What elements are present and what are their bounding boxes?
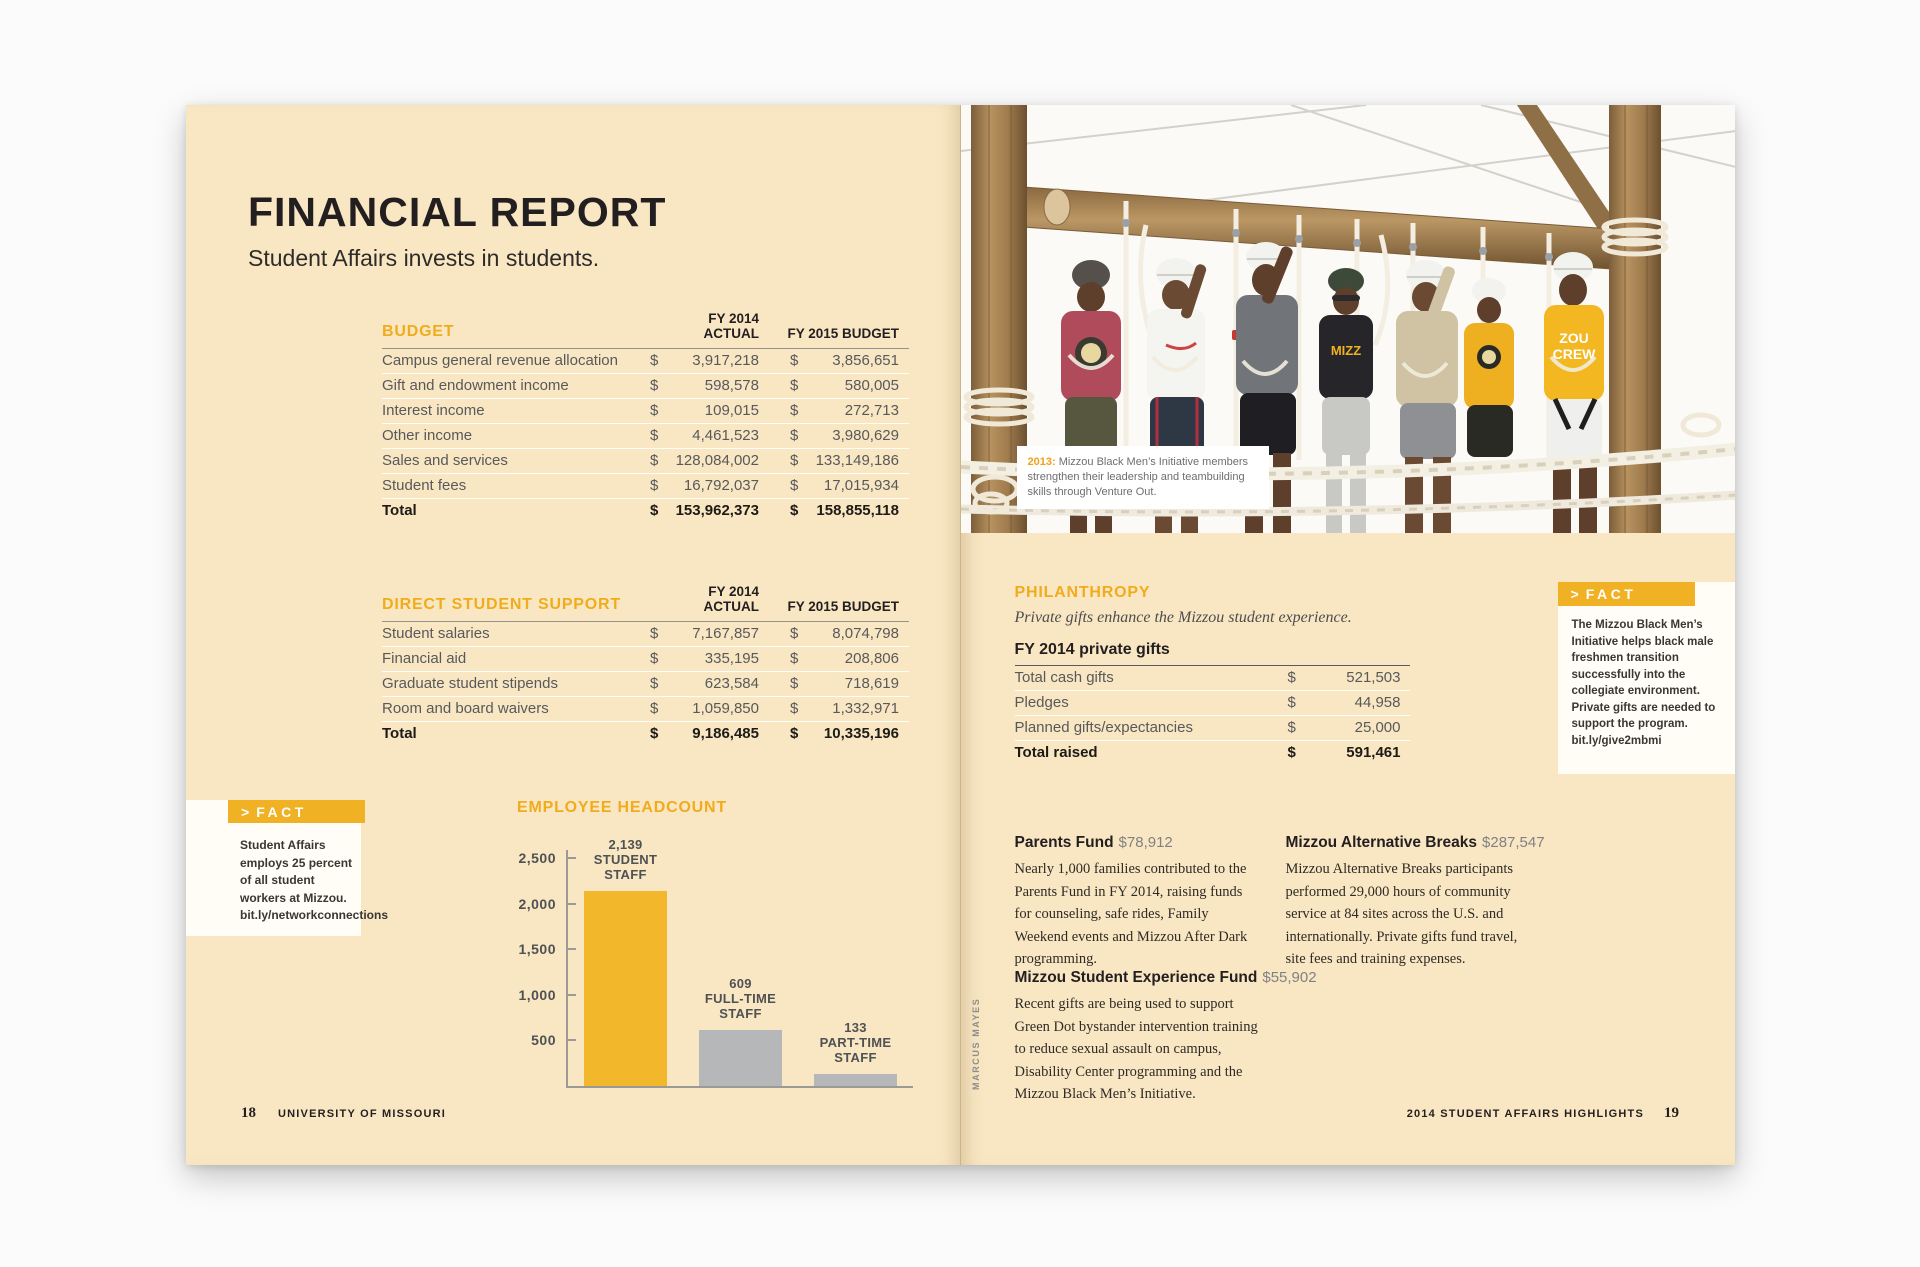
currency-symbol: $	[790, 725, 799, 742]
fy2014-value: 598,578	[704, 377, 759, 394]
budget-table-rows	[382, 349, 909, 523]
currency-symbol: $	[790, 427, 799, 444]
support-table-title: DIRECT STUDENT SUPPORT	[382, 596, 621, 613]
y-axis-label: 1,500	[518, 941, 556, 958]
fy2015-value: 1,332,971	[832, 700, 899, 717]
total-label: Total raised	[1014, 744, 1098, 761]
support-col-fy2014: FY 2014 ACTUAL	[703, 584, 759, 614]
fact-arrow-icon: >	[1570, 586, 1579, 602]
currency-symbol: $	[790, 700, 799, 717]
fact-label-text: FACT	[1585, 586, 1637, 602]
row-label: Campus general revenue allocation	[382, 352, 618, 369]
table-row	[382, 398, 909, 423]
total-label: Total	[382, 725, 417, 742]
gifts-table-title: FY 2014 private gifts	[1015, 641, 1410, 666]
fy2015-value: 718,619	[844, 675, 899, 692]
fy2014-value: 1,059,850	[692, 700, 759, 717]
row-label: Planned gifts/expectancies	[1014, 719, 1193, 736]
table-row	[382, 349, 909, 373]
photo-caption	[1017, 446, 1269, 509]
magazine-spread	[186, 105, 1735, 1165]
table-row	[1015, 666, 1410, 690]
fy2014-value: 128,084,002	[675, 452, 759, 469]
bar-category: STAFF	[719, 1006, 762, 1022]
bar-category: STUDENT	[593, 851, 658, 867]
currency-symbol: $	[650, 352, 659, 369]
table-row	[1015, 740, 1410, 765]
y-axis-tick	[568, 903, 576, 905]
fy2014-value: 16,792,037	[683, 477, 759, 494]
currency-symbol: $	[650, 377, 659, 394]
currency-symbol: $	[1287, 694, 1296, 711]
table-row	[382, 646, 909, 671]
fund-experience	[1014, 969, 1317, 1106]
fy2015-value: 272,713	[844, 402, 899, 419]
chart-title: EMPLOYEE HEADCOUNT	[517, 799, 727, 816]
gift-value: 25,000	[1354, 719, 1401, 736]
budget-col-fy2014: FY 2014 ACTUAL	[703, 311, 759, 341]
fy2015-value: 133,149,186	[815, 452, 899, 469]
y-axis-tick	[568, 948, 576, 950]
budget-table-title: BUDGET	[382, 323, 455, 340]
fund-name: Mizzou Alternative Breaks	[1285, 834, 1478, 851]
currency-symbol: $	[650, 700, 659, 717]
currency-symbol: $	[650, 675, 659, 692]
chart-plot	[518, 836, 913, 1088]
y-axis-label: 2,500	[518, 850, 556, 866]
currency-symbol: $	[650, 402, 659, 419]
budget-col-fy2015: FY 2015 BUDGET	[787, 326, 899, 341]
budget-table-header	[382, 311, 909, 349]
photo-caption-year: 2013:	[1027, 456, 1056, 468]
currency-symbol: $	[790, 502, 799, 519]
fund-parents-text: Nearly 1,000 families contributed to the Parents Fund in FY 2014, raising funds for counseling, safe rides, Family Weekend events and Mizzou After Dark programming.	[1014, 861, 1248, 967]
fact-box-left-label	[228, 800, 365, 823]
row-label: Total cash gifts	[1014, 669, 1114, 686]
page-left	[186, 105, 960, 1165]
table-row	[382, 721, 909, 746]
currency-symbol: $	[790, 675, 799, 692]
philanthropy-header: PHILANTHROPY	[1014, 584, 1151, 601]
fact-box-right-text: The Mizzou Black Men’s Initiative helps black male freshmen transition successfully into the collegiate environment. Private gifts are needed to support the program. bit.ly/give2mbmi	[1571, 619, 1716, 747]
fy2014-value: 623,584	[704, 675, 759, 692]
fact-arrow-icon: >	[241, 803, 250, 820]
fy2015-value: 17,015,934	[823, 477, 899, 494]
table-row	[382, 696, 909, 721]
bar-value: 133	[844, 1019, 867, 1035]
row-label: Other income	[382, 427, 473, 444]
svg-text:ZOU: ZOU	[1558, 330, 1589, 346]
table-row	[1015, 690, 1410, 715]
chart-bar-label	[666, 976, 816, 1021]
gifts-table-rows	[1015, 666, 1410, 765]
table-row	[382, 423, 909, 448]
page-number-right: 19	[1664, 1105, 1679, 1121]
row-label: Sales and services	[382, 452, 508, 469]
fy2014-total: 9,186,485	[692, 725, 759, 742]
currency-symbol: $	[650, 625, 659, 642]
bar-value: 609	[729, 976, 752, 992]
currency-symbol: $	[650, 650, 659, 667]
fy2014-value: 4,461,523	[692, 427, 759, 444]
gift-value: 521,503	[1346, 669, 1401, 686]
fund-amount: $55,902	[1262, 969, 1317, 986]
chart-bar	[814, 1074, 897, 1086]
y-axis-label: 500	[531, 1032, 556, 1049]
table-row	[382, 671, 909, 696]
fy2015-value: 580,005	[844, 377, 899, 394]
table-row	[382, 373, 909, 398]
budget-table	[382, 311, 909, 523]
currency-symbol: $	[790, 352, 799, 369]
fy2015-value: 3,980,629	[832, 427, 899, 444]
row-label: Gift and endowment income	[382, 377, 569, 394]
currency-symbol: $	[790, 650, 799, 667]
footer-left-text: UNIVERSITY OF MISSOURI	[278, 1108, 446, 1120]
svg-text:CREW: CREW	[1552, 346, 1595, 362]
svg-text:MIZZ: MIZZ	[1330, 343, 1361, 358]
chart-bar-label	[551, 837, 701, 882]
currency-symbol: $	[650, 427, 659, 444]
currency-symbol: $	[1287, 719, 1296, 736]
table-row	[382, 448, 909, 473]
table-row	[382, 622, 909, 646]
bar-category: PART-TIME	[819, 1034, 892, 1050]
currency-symbol: $	[790, 625, 799, 642]
table-row	[382, 473, 909, 498]
row-label: Interest income	[382, 402, 485, 419]
total-label: Total	[382, 502, 417, 519]
bar-value: 2,139	[608, 836, 643, 852]
fund-alt-breaks-text: Mizzou Alternative Breaks participants performed 29,000 hours of community service at 84 sites across the U.S. and internationally. Private gifts fund travel, site fees and training expenses.	[1285, 861, 1518, 967]
fy2014-value: 109,015	[704, 402, 759, 419]
fund-name: Mizzou Student Experience Fund	[1014, 969, 1258, 986]
fund-parents	[1015, 834, 1263, 971]
support-table-header	[382, 584, 909, 622]
fund-amount: $287,547	[1482, 834, 1545, 851]
currency-symbol: $	[1287, 744, 1296, 761]
fy2014-value: 335,195	[704, 650, 759, 667]
bar-category: STAFF	[604, 866, 647, 882]
y-axis-label: 1,000	[518, 986, 556, 1003]
currency-symbol: $	[650, 502, 659, 519]
fund-experience-text: Recent gifts are being used to support Green Dot bystander intervention training to reduce sexual assault on campus, Disability Center programming and the Mizzou Black Men’s Initiative.	[1014, 996, 1258, 1102]
fund-name: Parents Fund	[1014, 834, 1114, 851]
fy2015-total: 158,855,118	[816, 502, 899, 519]
footer-right-text: 2014 STUDENT AFFAIRS HIGHLIGHTS	[1406, 1108, 1644, 1120]
fy2014-total: 153,962,373	[675, 502, 759, 519]
fy2014-value: 3,917,218	[692, 352, 759, 369]
fact-box-right-label	[1558, 582, 1695, 606]
row-label: Graduate student stipends	[382, 675, 558, 692]
fund-parents-heading	[1015, 834, 1263, 852]
fy2015-value: 208,806	[844, 650, 899, 667]
footer-right	[1407, 1105, 1679, 1122]
fund-experience-heading	[1014, 969, 1317, 987]
chart-bar-label	[781, 1020, 931, 1065]
support-table	[382, 584, 909, 746]
currency-symbol: $	[790, 402, 799, 419]
page-number-left: 18	[241, 1105, 256, 1121]
page-title: FINANCIAL REPORT	[248, 189, 667, 235]
page-right	[960, 105, 1736, 1165]
page-subtitle: Student Affairs invests in students.	[248, 245, 600, 271]
currency-symbol: $	[1287, 669, 1296, 686]
gift-value: 44,958	[1354, 694, 1401, 711]
photo-caption-text: Mizzou Black Men’s Initiative members strengthen their leadership and teambuilding skills through Venture Out.	[1027, 456, 1249, 498]
currency-symbol: $	[790, 377, 799, 394]
currency-symbol: $	[650, 477, 659, 494]
fy2015-value: 8,074,798	[832, 625, 899, 642]
fy2014-value: 7,167,857	[692, 625, 759, 642]
footer-left	[241, 1105, 446, 1122]
table-row	[382, 498, 909, 523]
chart-bar	[584, 891, 667, 1086]
y-axis-label: 2,000	[518, 895, 556, 912]
photo-credit: MARCUS MAYES	[970, 997, 981, 1090]
currency-symbol: $	[790, 477, 799, 494]
bar-category: FULL-TIME	[704, 991, 777, 1007]
row-label: Room and board waivers	[382, 700, 549, 717]
y-axis-tick	[568, 994, 576, 996]
gifts-table	[1015, 641, 1410, 765]
fact-box-left-text: Student Affairs employs 25 percent of all student workers at Mizzou. bit.ly/networkconnections	[240, 838, 389, 922]
support-table-rows	[382, 622, 909, 746]
y-axis-tick	[568, 1039, 576, 1041]
chart-bar	[699, 1030, 782, 1086]
row-label: Financial aid	[382, 650, 467, 667]
currency-symbol: $	[790, 452, 799, 469]
fund-amount: $78,912	[1118, 834, 1173, 851]
fact-label-text: FACT	[256, 803, 307, 820]
row-label: Student salaries	[382, 625, 490, 642]
philanthropy-subtitle: Private gifts enhance the Mizzou student experience.	[1014, 609, 1352, 626]
currency-symbol: $	[650, 452, 659, 469]
fy2015-value: 3,856,651	[832, 352, 899, 369]
fund-alt-breaks-heading	[1285, 834, 1545, 852]
fy2015-total: 10,335,196	[823, 725, 899, 742]
table-row	[1015, 715, 1410, 740]
support-col-fy2015: FY 2015 BUDGET	[787, 599, 899, 614]
bar-category: STAFF	[834, 1049, 877, 1065]
currency-symbol: $	[650, 725, 659, 742]
gift-total: 591,461	[1346, 744, 1401, 761]
row-label: Pledges	[1014, 694, 1069, 711]
fund-alt-breaks	[1285, 834, 1545, 971]
row-label: Student fees	[382, 477, 467, 494]
